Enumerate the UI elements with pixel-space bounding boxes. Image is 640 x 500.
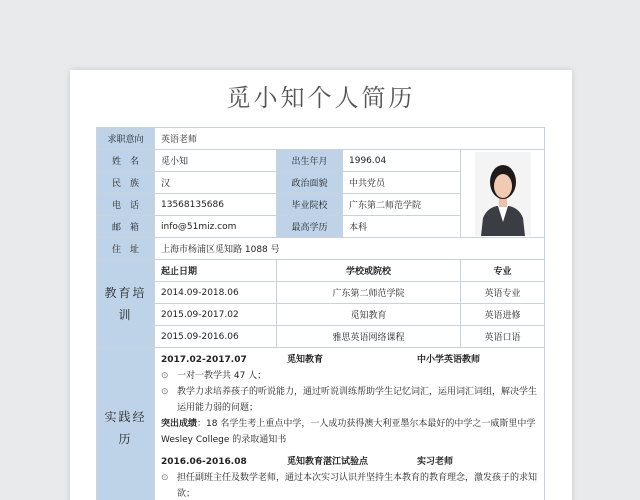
education-school: 雅思英语网络课程 xyxy=(277,326,461,348)
resume-page xyxy=(70,70,572,500)
name-label: 姓 名 xyxy=(97,150,155,172)
ethnicity-value: 汉 xyxy=(155,172,277,194)
job2-org: 觅知教育湛江试验点 xyxy=(287,457,369,467)
education-major: 英语进修 xyxy=(461,304,545,326)
address-value: 上海市杨浦区觅知路 1088 号 xyxy=(155,238,545,260)
achievement-text: ：18 名学生考上重点中学，一人成功获得澳大利亚墨尔本最好的中学之一威斯里中学 Wesley College 的录取通知书 xyxy=(161,419,536,445)
objective-value: 英语老师 xyxy=(155,128,545,150)
practice-label: 实践经历 xyxy=(97,348,155,500)
job1-bullet: ⊙ 一对一教学共 47 人； xyxy=(161,368,538,384)
education-school: 觅知教育 xyxy=(277,304,461,326)
education-school: 广东第二师范学院 xyxy=(277,282,461,304)
degree-label: 最高学历 xyxy=(277,216,343,238)
profile-photo xyxy=(475,152,531,236)
circle-bullet-icon: ⊙ xyxy=(161,473,169,483)
education-major: 英语口语 xyxy=(461,326,545,348)
education-label: 教育培训 xyxy=(97,260,155,348)
portrait-image xyxy=(475,152,531,236)
job1-org: 觅知教育 xyxy=(287,355,324,365)
objective-row xyxy=(97,128,545,150)
education-header-school: 学校或院校 xyxy=(277,260,461,282)
resume-title: 觅小知个人简历 xyxy=(226,84,416,112)
job1-role: 中小学英语教师 xyxy=(417,355,481,365)
education-row xyxy=(97,282,545,304)
practice-row xyxy=(97,348,545,500)
education-row xyxy=(97,326,545,348)
education-period: 2014.09-2018.06 xyxy=(155,282,277,304)
school-label: 毕业院校 xyxy=(277,194,343,216)
practice-content xyxy=(155,348,545,500)
politics-value: 中共党员 xyxy=(343,172,461,194)
job2-role: 实习老师 xyxy=(417,457,454,467)
education-period: 2015.09-2017.02 xyxy=(155,304,277,326)
name-value: 觅小知 xyxy=(155,150,277,172)
job2-bullet: ⊙ 担任副班主任及数学老师，通过本次实习认识并坚持生本教育的教育理念，激发孩子的求知欲； xyxy=(161,470,538,500)
degree-value: 本科 xyxy=(343,216,461,238)
resume-table xyxy=(96,127,545,500)
education-header-period: 起止日期 xyxy=(155,260,277,282)
education-row xyxy=(97,304,545,326)
address-label: 住 址 xyxy=(97,238,155,260)
job1-bullet: ⊙ 教学力求培养孩子的听说能力，通过听说训练帮助学生记忆词汇，运用词汇词组，解决学生运用能力弱的问题； xyxy=(161,384,538,416)
birth-value: 1996.04 xyxy=(343,150,461,172)
politics-label: 政治面貌 xyxy=(277,172,343,194)
education-major: 英语专业 xyxy=(461,282,545,304)
phone-value: 13568135686 xyxy=(155,194,277,216)
job1-header xyxy=(161,352,538,368)
birth-label: 出生年月 xyxy=(277,150,343,172)
education-header-row xyxy=(97,260,545,282)
job1-achievement xyxy=(161,416,538,448)
circle-bullet-icon: ⊙ xyxy=(161,387,169,397)
address-row xyxy=(97,238,545,260)
job2-header xyxy=(161,454,538,470)
objective-label: 求职意向 xyxy=(97,128,155,150)
education-period: 2015.09-2016.06 xyxy=(155,326,277,348)
school-value: 广东第二师范学院 xyxy=(343,194,461,216)
email-label: 邮 箱 xyxy=(97,216,155,238)
education-header-major: 专业 xyxy=(461,260,545,282)
phone-label: 电 话 xyxy=(97,194,155,216)
email-value: info@51miz.com xyxy=(155,216,277,238)
achievement-label: 突出成绩 xyxy=(161,419,198,429)
job1-period: 2017.02-2017.07 xyxy=(161,355,247,365)
circle-bullet-icon: ⊙ xyxy=(161,371,169,381)
ethnicity-label: 民 族 xyxy=(97,172,155,194)
photo-cell xyxy=(461,150,545,238)
job2-period: 2016.06-2016.08 xyxy=(161,457,247,467)
name-row xyxy=(97,150,545,172)
